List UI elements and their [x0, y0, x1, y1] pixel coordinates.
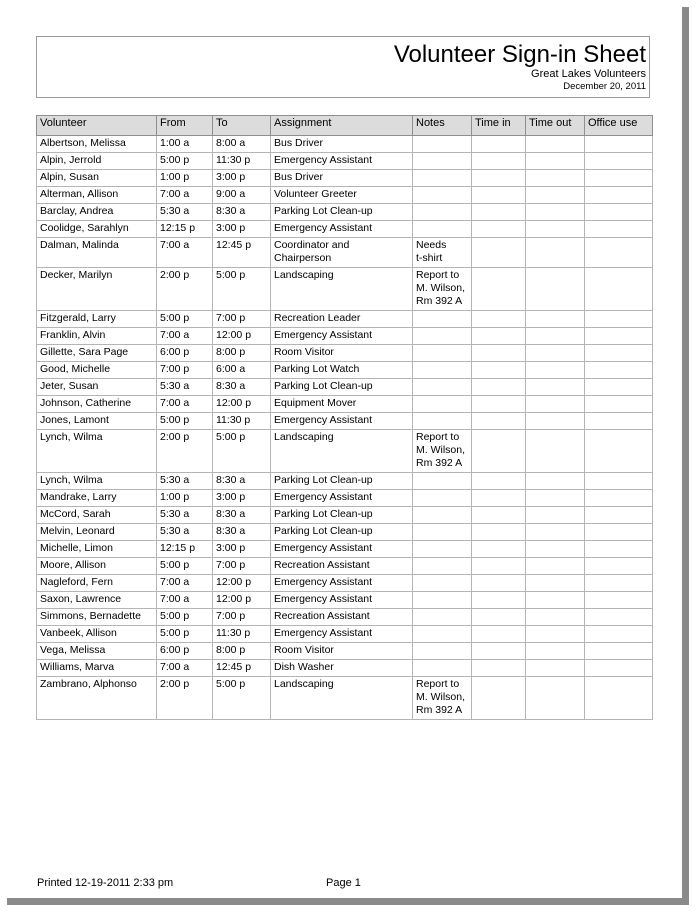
table-row	[37, 396, 653, 413]
from-cell: 2:00 p	[157, 268, 213, 311]
time-out-cell	[526, 268, 585, 311]
time-in-cell	[472, 430, 526, 473]
from-cell: 5:00 p	[157, 311, 213, 328]
office-use-cell	[585, 221, 653, 238]
volunteer-cell: Alpin, Susan	[37, 170, 157, 187]
to-cell: 11:30 p	[213, 413, 271, 430]
office-use-cell	[585, 413, 653, 430]
assignment-cell: Recreation Assistant	[271, 558, 413, 575]
to-cell: 8:30 a	[213, 473, 271, 490]
office-use-cell	[585, 268, 653, 311]
office-use-cell	[585, 660, 653, 677]
time-in-cell	[472, 345, 526, 362]
printed-timestamp: Printed 12-19-2011 2:33 pm	[37, 877, 174, 889]
notes-cell	[413, 170, 472, 187]
office-use-cell	[585, 524, 653, 541]
time-out-cell	[526, 575, 585, 592]
office-use-cell	[585, 238, 653, 268]
assignment-cell: Recreation Leader	[271, 311, 413, 328]
assignment-cell: Emergency Assistant	[271, 490, 413, 507]
time-out-cell	[526, 490, 585, 507]
to-cell: 8:30 a	[213, 204, 271, 221]
time-in-cell	[472, 507, 526, 524]
table-row	[37, 541, 653, 558]
assignment-cell: Emergency Assistant	[271, 221, 413, 238]
assignment-cell: Landscaping	[271, 430, 413, 473]
from-cell: 2:00 p	[157, 677, 213, 720]
volunteer-cell: McCord, Sarah	[37, 507, 157, 524]
table-row	[37, 170, 653, 187]
time-in-cell	[472, 204, 526, 221]
volunteer-cell: Moore, Allison	[37, 558, 157, 575]
time-out-cell	[526, 170, 585, 187]
to-cell: 5:00 p	[213, 677, 271, 720]
volunteer-cell: Gillette, Sara Page	[37, 345, 157, 362]
notes-cell	[413, 396, 472, 413]
notes-cell	[413, 609, 472, 626]
from-cell: 7:00 a	[157, 238, 213, 268]
notes-cell	[413, 643, 472, 660]
table-row	[37, 379, 653, 396]
table-row	[37, 328, 653, 345]
to-cell: 12:45 p	[213, 660, 271, 677]
table-row	[37, 430, 653, 473]
time-in-cell	[472, 626, 526, 643]
from-cell: 6:00 p	[157, 345, 213, 362]
volunteer-cell: Johnson, Catherine	[37, 396, 157, 413]
assignment-cell: Equipment Mover	[271, 396, 413, 413]
to-cell: 8:30 a	[213, 379, 271, 396]
to-cell: 5:00 p	[213, 268, 271, 311]
volunteer-cell: Alterman, Allison	[37, 187, 157, 204]
time-in-cell	[472, 524, 526, 541]
table-row	[37, 592, 653, 609]
volunteer-cell: Barclay, Andrea	[37, 204, 157, 221]
office-use-cell	[585, 396, 653, 413]
office-use-cell	[585, 626, 653, 643]
to-cell: 8:30 a	[213, 524, 271, 541]
time-out-cell	[526, 238, 585, 268]
time-out-cell	[526, 609, 585, 626]
volunteer-cell: Decker, Marilyn	[37, 268, 157, 311]
notes-cell	[413, 541, 472, 558]
assignment-cell: Parking Lot Clean-up	[271, 507, 413, 524]
table-row	[37, 575, 653, 592]
table-row	[37, 524, 653, 541]
notes-cell	[413, 413, 472, 430]
time-in-cell	[472, 379, 526, 396]
table-row	[37, 362, 653, 379]
to-cell: 8:30 a	[213, 507, 271, 524]
column-header-notes: Notes	[413, 116, 472, 136]
office-use-cell	[585, 507, 653, 524]
to-cell: 5:00 p	[213, 430, 271, 473]
from-cell: 7:00 p	[157, 362, 213, 379]
table-row	[37, 473, 653, 490]
notes-cell	[413, 362, 472, 379]
volunteer-cell: Williams, Marva	[37, 660, 157, 677]
office-use-cell	[585, 311, 653, 328]
time-out-cell	[526, 643, 585, 660]
to-cell: 11:30 p	[213, 153, 271, 170]
assignment-cell: Parking Lot Clean-up	[271, 473, 413, 490]
office-use-cell	[585, 473, 653, 490]
to-cell: 3:00 p	[213, 170, 271, 187]
time-in-cell	[472, 187, 526, 204]
volunteer-cell: Zambrano, Alphonso	[37, 677, 157, 720]
assignment-cell: Emergency Assistant	[271, 541, 413, 558]
time-in-cell	[472, 413, 526, 430]
organization-name: Great Lakes Volunteers	[531, 68, 646, 80]
table-row	[37, 490, 653, 507]
time-out-cell	[526, 660, 585, 677]
table-row	[37, 626, 653, 643]
table-header-row	[37, 116, 653, 136]
time-in-cell	[472, 362, 526, 379]
time-out-cell	[526, 328, 585, 345]
volunteer-cell: Michelle, Limon	[37, 541, 157, 558]
from-cell: 7:00 a	[157, 396, 213, 413]
office-use-cell	[585, 187, 653, 204]
from-cell: 5:30 a	[157, 473, 213, 490]
from-cell: 7:00 a	[157, 187, 213, 204]
time-in-cell	[472, 677, 526, 720]
time-in-cell	[472, 473, 526, 490]
time-in-cell	[472, 592, 526, 609]
to-cell: 3:00 p	[213, 490, 271, 507]
assignment-cell: Parking Lot Clean-up	[271, 524, 413, 541]
column-header-volunteer: Volunteer	[37, 116, 157, 136]
table-row	[37, 204, 653, 221]
time-in-cell	[472, 609, 526, 626]
office-use-cell	[585, 379, 653, 396]
notes-cell	[413, 626, 472, 643]
notes-cell	[413, 379, 472, 396]
to-cell: 7:00 p	[213, 311, 271, 328]
volunteer-cell: Fitzgerald, Larry	[37, 311, 157, 328]
office-use-cell	[585, 204, 653, 221]
volunteer-cell: Nagleford, Fern	[37, 575, 157, 592]
assignment-cell: Room Visitor	[271, 345, 413, 362]
table-row	[37, 268, 653, 311]
from-cell: 5:00 p	[157, 153, 213, 170]
notes-cell	[413, 345, 472, 362]
table-row	[37, 677, 653, 720]
notes-cell	[413, 558, 472, 575]
office-use-cell	[585, 643, 653, 660]
table-row	[37, 136, 653, 153]
time-in-cell	[472, 396, 526, 413]
office-use-cell	[585, 575, 653, 592]
column-header-from: From	[157, 116, 213, 136]
time-in-cell	[472, 238, 526, 268]
table-row	[37, 221, 653, 238]
from-cell: 5:30 a	[157, 204, 213, 221]
volunteer-cell: Vanbeek, Allison	[37, 626, 157, 643]
volunteer-cell: Lynch, Wilma	[37, 430, 157, 473]
column-header-time-out: Time out	[526, 116, 585, 136]
notes-cell	[413, 221, 472, 238]
to-cell: 3:00 p	[213, 221, 271, 238]
office-use-cell	[585, 677, 653, 720]
volunteer-cell: Jones, Lamont	[37, 413, 157, 430]
time-in-cell	[472, 170, 526, 187]
notes-cell	[413, 187, 472, 204]
time-in-cell	[472, 221, 526, 238]
to-cell: 11:30 p	[213, 626, 271, 643]
assignment-cell: Emergency Assistant	[271, 626, 413, 643]
volunteer-cell: Albertson, Melissa	[37, 136, 157, 153]
time-in-cell	[472, 660, 526, 677]
to-cell: 8:00 a	[213, 136, 271, 153]
assignment-cell: Bus Driver	[271, 136, 413, 153]
time-in-cell	[472, 268, 526, 311]
time-out-cell	[526, 677, 585, 720]
notes-cell	[413, 575, 472, 592]
time-in-cell	[472, 643, 526, 660]
volunteer-cell: Mandrake, Larry	[37, 490, 157, 507]
report-header	[36, 36, 650, 98]
notes-cell	[413, 490, 472, 507]
from-cell: 5:30 a	[157, 524, 213, 541]
to-cell: 12:00 p	[213, 396, 271, 413]
assignment-cell: Emergency Assistant	[271, 592, 413, 609]
office-use-cell	[585, 345, 653, 362]
table-row	[37, 660, 653, 677]
office-use-cell	[585, 362, 653, 379]
to-cell: 8:00 p	[213, 643, 271, 660]
from-cell: 7:00 a	[157, 660, 213, 677]
notes-cell	[413, 507, 472, 524]
assignment-cell: Emergency Assistant	[271, 413, 413, 430]
volunteer-cell: Vega, Melissa	[37, 643, 157, 660]
notes-cell	[413, 328, 472, 345]
to-cell: 9:00 a	[213, 187, 271, 204]
time-out-cell	[526, 413, 585, 430]
table-row	[37, 507, 653, 524]
page-number: Page 1	[326, 877, 361, 889]
volunteer-cell: Good, Michelle	[37, 362, 157, 379]
time-in-cell	[472, 575, 526, 592]
from-cell: 1:00 a	[157, 136, 213, 153]
from-cell: 5:00 p	[157, 413, 213, 430]
to-cell: 12:45 p	[213, 238, 271, 268]
page-title: Volunteer Sign-in Sheet	[393, 41, 646, 68]
volunteer-cell: Alpin, Jerrold	[37, 153, 157, 170]
notes-cell	[413, 153, 472, 170]
assignment-cell: Emergency Assistant	[271, 575, 413, 592]
table-row	[37, 187, 653, 204]
from-cell: 5:30 a	[157, 379, 213, 396]
table-row	[37, 413, 653, 430]
from-cell: 1:00 p	[157, 490, 213, 507]
notes-cell	[413, 524, 472, 541]
from-cell: 7:00 a	[157, 592, 213, 609]
time-out-cell	[526, 362, 585, 379]
to-cell: 7:00 p	[213, 609, 271, 626]
table-row	[37, 643, 653, 660]
from-cell: 2:00 p	[157, 430, 213, 473]
report-date: December 20, 2011	[563, 81, 646, 92]
volunteer-cell: Coolidge, Sarahlyn	[37, 221, 157, 238]
assignment-cell: Landscaping	[271, 268, 413, 311]
table-row	[37, 609, 653, 626]
assignment-cell: Landscaping	[271, 677, 413, 720]
volunteer-cell: Simmons, Bernadette	[37, 609, 157, 626]
volunteer-cell: Lynch, Wilma	[37, 473, 157, 490]
office-use-cell	[585, 430, 653, 473]
assignment-cell: Parking Lot Clean-up	[271, 204, 413, 221]
notes-cell	[413, 136, 472, 153]
time-out-cell	[526, 396, 585, 413]
office-use-cell	[585, 136, 653, 153]
assignment-cell: Coordinator and Chairperson	[271, 238, 413, 268]
time-out-cell	[526, 626, 585, 643]
assignment-cell: Recreation Assistant	[271, 609, 413, 626]
table-row	[37, 558, 653, 575]
time-out-cell	[526, 345, 585, 362]
assignment-cell: Dish Washer	[271, 660, 413, 677]
time-in-cell	[472, 558, 526, 575]
time-in-cell	[472, 490, 526, 507]
time-out-cell	[526, 430, 585, 473]
to-cell: 7:00 p	[213, 558, 271, 575]
table-row	[37, 311, 653, 328]
time-out-cell	[526, 541, 585, 558]
column-header-time-in: Time in	[472, 116, 526, 136]
volunteer-table	[36, 115, 653, 720]
office-use-cell	[585, 328, 653, 345]
time-out-cell	[526, 524, 585, 541]
volunteer-cell: Dalman, Malinda	[37, 238, 157, 268]
time-out-cell	[526, 558, 585, 575]
office-use-cell	[585, 490, 653, 507]
notes-cell: Report to M. Wilson, Rm 392 A	[413, 268, 472, 311]
time-in-cell	[472, 328, 526, 345]
table-row	[37, 345, 653, 362]
assignment-cell: Volunteer Greeter	[271, 187, 413, 204]
time-out-cell	[526, 153, 585, 170]
assignment-cell: Emergency Assistant	[271, 328, 413, 345]
notes-cell: Needs t-shirt	[413, 238, 472, 268]
time-out-cell	[526, 507, 585, 524]
to-cell: 6:00 a	[213, 362, 271, 379]
time-out-cell	[526, 379, 585, 396]
time-in-cell	[472, 136, 526, 153]
assignment-cell: Parking Lot Watch	[271, 362, 413, 379]
assignment-cell: Room Visitor	[271, 643, 413, 660]
time-in-cell	[472, 541, 526, 558]
time-out-cell	[526, 136, 585, 153]
from-cell: 12:15 p	[157, 221, 213, 238]
notes-cell: Report to M. Wilson, Rm 392 A	[413, 430, 472, 473]
office-use-cell	[585, 592, 653, 609]
table-row	[37, 153, 653, 170]
to-cell: 12:00 p	[213, 575, 271, 592]
from-cell: 5:30 a	[157, 507, 213, 524]
time-out-cell	[526, 204, 585, 221]
from-cell: 5:00 p	[157, 558, 213, 575]
assignment-cell: Bus Driver	[271, 170, 413, 187]
table-body	[37, 136, 653, 720]
to-cell: 3:00 p	[213, 541, 271, 558]
table-row	[37, 238, 653, 268]
column-header-to: To	[213, 116, 271, 136]
assignment-cell: Emergency Assistant	[271, 153, 413, 170]
to-cell: 12:00 p	[213, 592, 271, 609]
notes-cell	[413, 660, 472, 677]
time-out-cell	[526, 221, 585, 238]
office-use-cell	[585, 153, 653, 170]
to-cell: 12:00 p	[213, 328, 271, 345]
office-use-cell	[585, 170, 653, 187]
notes-cell: Report to M. Wilson, Rm 392 A	[413, 677, 472, 720]
from-cell: 5:00 p	[157, 609, 213, 626]
from-cell: 5:00 p	[157, 626, 213, 643]
time-in-cell	[472, 311, 526, 328]
volunteer-cell: Saxon, Lawrence	[37, 592, 157, 609]
notes-cell	[413, 204, 472, 221]
volunteer-cell: Jeter, Susan	[37, 379, 157, 396]
office-use-cell	[585, 558, 653, 575]
volunteer-cell: Franklin, Alvin	[37, 328, 157, 345]
time-in-cell	[472, 153, 526, 170]
to-cell: 8:00 p	[213, 345, 271, 362]
from-cell: 12:15 p	[157, 541, 213, 558]
notes-cell	[413, 592, 472, 609]
from-cell: 6:00 p	[157, 643, 213, 660]
column-header-office-use: Office use	[585, 116, 653, 136]
from-cell: 7:00 a	[157, 328, 213, 345]
time-out-cell	[526, 473, 585, 490]
assignment-cell: Parking Lot Clean-up	[271, 379, 413, 396]
office-use-cell	[585, 541, 653, 558]
notes-cell	[413, 311, 472, 328]
from-cell: 1:00 p	[157, 170, 213, 187]
volunteer-cell: Melvin, Leonard	[37, 524, 157, 541]
time-out-cell	[526, 592, 585, 609]
from-cell: 7:00 a	[157, 575, 213, 592]
column-header-assignment: Assignment	[271, 116, 413, 136]
time-out-cell	[526, 187, 585, 204]
time-out-cell	[526, 311, 585, 328]
notes-cell	[413, 473, 472, 490]
office-use-cell	[585, 609, 653, 626]
